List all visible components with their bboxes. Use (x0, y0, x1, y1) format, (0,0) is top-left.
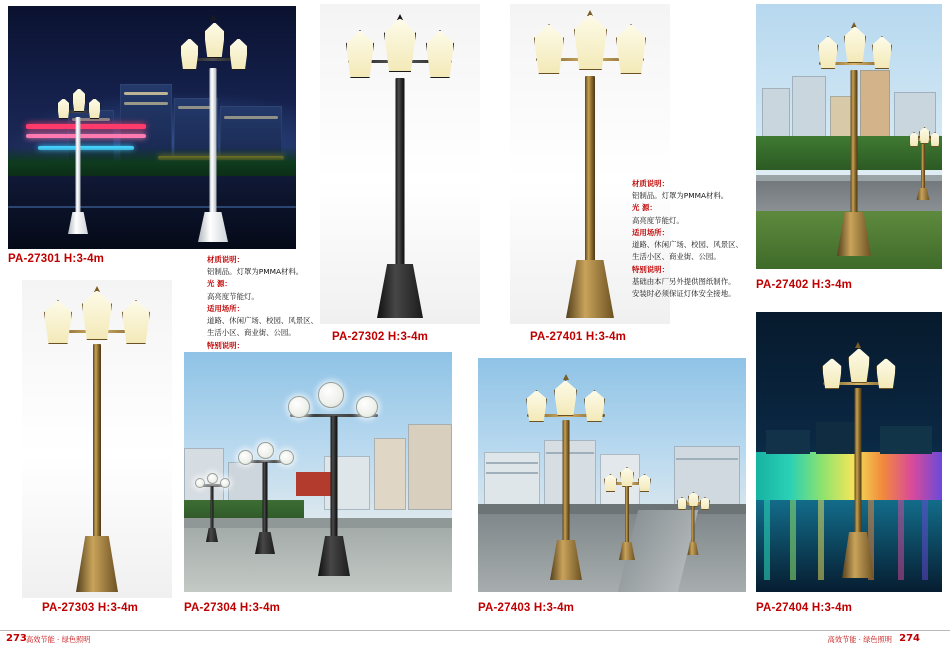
product-caption-pa-27403: PA-27403 H:3-4m (478, 602, 575, 614)
lamp-figure (178, 14, 248, 242)
spec-line: 铝制品。灯罩为PMMA材料。 (632, 191, 729, 201)
lamp-figure (338, 8, 462, 320)
lamp-figure (40, 286, 154, 594)
page-number-right: 274 (899, 633, 920, 644)
product-photo-pa-27303 (22, 280, 172, 598)
lamp-figure (814, 18, 894, 256)
lamp-figure (818, 340, 898, 580)
spec-block-right (632, 178, 762, 300)
footer-brand-right: 高效节能 · 绿色照明 (827, 635, 892, 644)
spec-line: 铝制品。灯罩为PMMA材料。 (207, 267, 304, 277)
spec-line: 特别说明： (207, 340, 244, 350)
spec-line: 基础由本厂另外提供图纸制作。 (632, 276, 736, 286)
spec-line: 材质说明： (207, 255, 244, 264)
lamp-figure (284, 370, 384, 576)
product-caption-pa-27404: PA-27404 H:3-4m (756, 602, 853, 614)
product-caption-pa-27303: PA-27303 H:3-4m (42, 602, 139, 614)
spec-line: 适用场所： (207, 303, 244, 313)
product-caption-pa-27301: PA-27301 H:3-4m (8, 253, 105, 265)
page-number-left: 273 (6, 633, 27, 644)
footer-divider (0, 630, 950, 631)
lamp-figure (522, 372, 610, 580)
product-photo-pa-27402 (756, 4, 942, 269)
product-photo-pa-27404 (756, 312, 942, 592)
product-photo-pa-27304 (184, 352, 452, 592)
spec-line: 生活小区、商业街、公园。 (207, 328, 296, 338)
product-caption-pa-27304: PA-27304 H:3-4m (184, 602, 281, 614)
spec-line: 光 源： (632, 203, 657, 213)
spec-line: 高亮度节能灯。 (632, 215, 684, 225)
spec-line: 光 源： (207, 279, 232, 289)
spec-line: 安装时必须保证灯体安全接地。 (632, 288, 736, 298)
spec-line: 道路、休闲广场、校园、风景区、 (632, 240, 743, 250)
spec-line: 适用场所： (632, 227, 669, 237)
footer-brand-left: 高效节能 · 绿色照明 (26, 635, 91, 644)
spec-line: 特别说明： (632, 264, 669, 274)
spec-line: 材质说明： (632, 179, 669, 188)
product-photo-pa-27302 (320, 4, 480, 324)
spec-line: 生活小区、商业街、公园。 (632, 252, 721, 262)
spec-line: 高亮度节能灯。 (207, 291, 259, 301)
product-caption-pa-27302: PA-27302 H:3-4m (332, 331, 429, 343)
product-photo-pa-27301 (8, 6, 296, 249)
spec-line: 道路、休闲广场、校园、风景区、 (207, 316, 318, 326)
product-photo-pa-27403 (478, 358, 746, 592)
product-caption-pa-27402: PA-27402 H:3-4m (756, 279, 853, 291)
product-caption-pa-27401: PA-27401 H:3-4m (530, 331, 627, 343)
